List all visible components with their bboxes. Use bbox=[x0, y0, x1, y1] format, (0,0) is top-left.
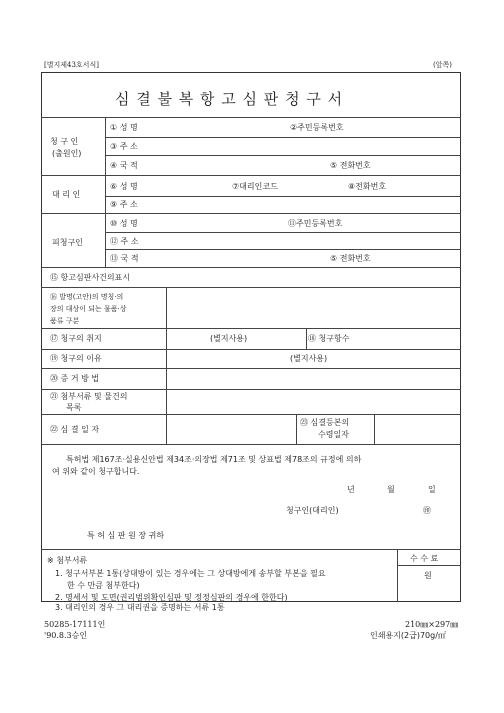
applicant-nationality-label: ④ 국 적 bbox=[110, 161, 138, 170]
applicant-label: 청 구 인 bbox=[50, 137, 79, 146]
agent-address-label: ⑨ 주 소 bbox=[110, 200, 138, 209]
purpose-label: ⑰ 청구의 취지 bbox=[50, 334, 102, 343]
signer-label: 청구인(대리인) bbox=[286, 506, 339, 515]
applicant-sub: (출원인) bbox=[52, 149, 82, 158]
rule bbox=[105, 249, 461, 250]
fee-label: 수 수 료 bbox=[410, 554, 439, 563]
rule bbox=[374, 414, 375, 444]
footer-paper: 인쇄용지(2급)70g/㎡ bbox=[370, 631, 446, 640]
date-year: 년 bbox=[347, 485, 355, 494]
rule bbox=[41, 368, 461, 369]
rule bbox=[166, 287, 167, 444]
claims-label: ⑱ 청구항수 bbox=[308, 334, 350, 343]
case-display-label: ⑮ 항고심판사건의표시 bbox=[50, 273, 131, 282]
attachment-item2: 2. 명세서 및 도면(권리범위확인심판 및 정정심판의 경우에 한한다) bbox=[55, 593, 288, 602]
rule bbox=[41, 117, 461, 118]
fee-unit: 원 bbox=[424, 571, 432, 580]
page-side: (앞쪽) bbox=[433, 61, 452, 69]
declaration-line2: 여 위와 같이 청구합니다. bbox=[52, 467, 140, 476]
rule bbox=[397, 565, 461, 566]
attach-list-line2: 목록 bbox=[66, 403, 82, 412]
purpose-value: (별지사용) bbox=[210, 334, 248, 343]
agent-phone-label: ⑧전화번호 bbox=[348, 182, 387, 191]
respondent-label: 피청구인 bbox=[52, 238, 83, 247]
rule bbox=[296, 414, 297, 444]
rule bbox=[41, 444, 461, 445]
rule bbox=[105, 196, 461, 197]
footer-size: 210㎜×297㎜ bbox=[405, 620, 459, 629]
invention-line1: ⑯ 발명(고안)의 명칭·의 bbox=[50, 293, 124, 301]
decision-date-label: ㉒ 심 결 일 자 bbox=[50, 425, 100, 434]
respondent-nationality-label: ⑬ 국 적 bbox=[110, 254, 139, 263]
reason-label: ⑲ 청구의 이유 bbox=[50, 354, 102, 363]
declaration-line1: 특허법 제167조·실용신안법 제34조·의장법 제71조 및 상표법 제78조의 규정에 의하 bbox=[66, 455, 362, 464]
date-day: 일 bbox=[428, 485, 436, 494]
agent-name-label: ⑥ 성 명 bbox=[110, 182, 138, 191]
form-id: [별지제43호서식] bbox=[44, 61, 99, 69]
footer-code: 50285-17111인 bbox=[44, 620, 106, 629]
rule bbox=[105, 137, 461, 138]
rule bbox=[306, 328, 307, 349]
attachment-item1b: 한 수 만큼 첨부한다) bbox=[67, 581, 140, 590]
applicant-name-label: ① 성 명 bbox=[110, 123, 138, 132]
rule bbox=[105, 232, 461, 233]
form-frame bbox=[41, 72, 461, 602]
rule bbox=[41, 549, 461, 550]
respondent-reg-label: ⑪주민등록번호 bbox=[288, 219, 343, 228]
agent-label: 대 리 인 bbox=[52, 190, 81, 199]
applicant-phone-label: ⑤ 전화번호 bbox=[330, 161, 371, 170]
date-month: 월 bbox=[387, 485, 395, 494]
attachments-heading: ※ 첨부서류 bbox=[47, 556, 88, 565]
seal-mark: ㊞ bbox=[423, 506, 431, 515]
applicant-reg-label: ②주민등록번호 bbox=[290, 123, 344, 132]
respondent-address-label: ⑫ 주 소 bbox=[110, 237, 139, 246]
agent-code-label: ⑦대리인코드 bbox=[232, 182, 278, 191]
rule bbox=[105, 155, 461, 156]
rule bbox=[41, 267, 461, 268]
respondent-name-label: ⑩ 성 명 bbox=[110, 219, 138, 228]
addressee: 특 허 심 판 원 장 귀하 bbox=[87, 531, 165, 540]
rule bbox=[41, 328, 461, 329]
rule bbox=[41, 175, 461, 176]
rule bbox=[105, 117, 106, 267]
form-title: 심 결 불 복 항 고 심 판 청 구 서 bbox=[115, 90, 344, 108]
applicant-address-label: ③ 주 소 bbox=[110, 142, 138, 151]
rule bbox=[41, 414, 461, 415]
invention-line2: 장의 대상이 되는 물품·상 bbox=[50, 305, 127, 313]
reason-value: (별지사용) bbox=[290, 354, 328, 363]
attachment-item3: 3. 대리인의 경우 그 대리권을 증명하는 서류 1통 bbox=[55, 603, 225, 612]
receipt-line2: 수령일자 bbox=[318, 430, 349, 439]
respondent-phone-label: ⑤ 전화번호 bbox=[330, 254, 371, 263]
attach-list-line1: ㉑ 첨부서류 및 물건의 bbox=[50, 392, 128, 401]
footer-approval: '90.8.3승인 bbox=[44, 631, 88, 640]
rule bbox=[397, 549, 398, 602]
invention-line3: 품류 구분 bbox=[50, 317, 80, 325]
rule bbox=[41, 389, 461, 390]
receipt-line1: ㉓ 심결등본의 bbox=[300, 418, 350, 427]
rule bbox=[41, 213, 461, 214]
rule bbox=[41, 287, 461, 288]
attachment-item1a: 1. 청구서부본 1통(상대방이 있는 경우에는 그 상대방에게 송부할 부본을 필요 bbox=[55, 569, 326, 578]
evidence-label: ⑳ 증 거 방 법 bbox=[50, 374, 100, 383]
rule bbox=[41, 349, 461, 350]
